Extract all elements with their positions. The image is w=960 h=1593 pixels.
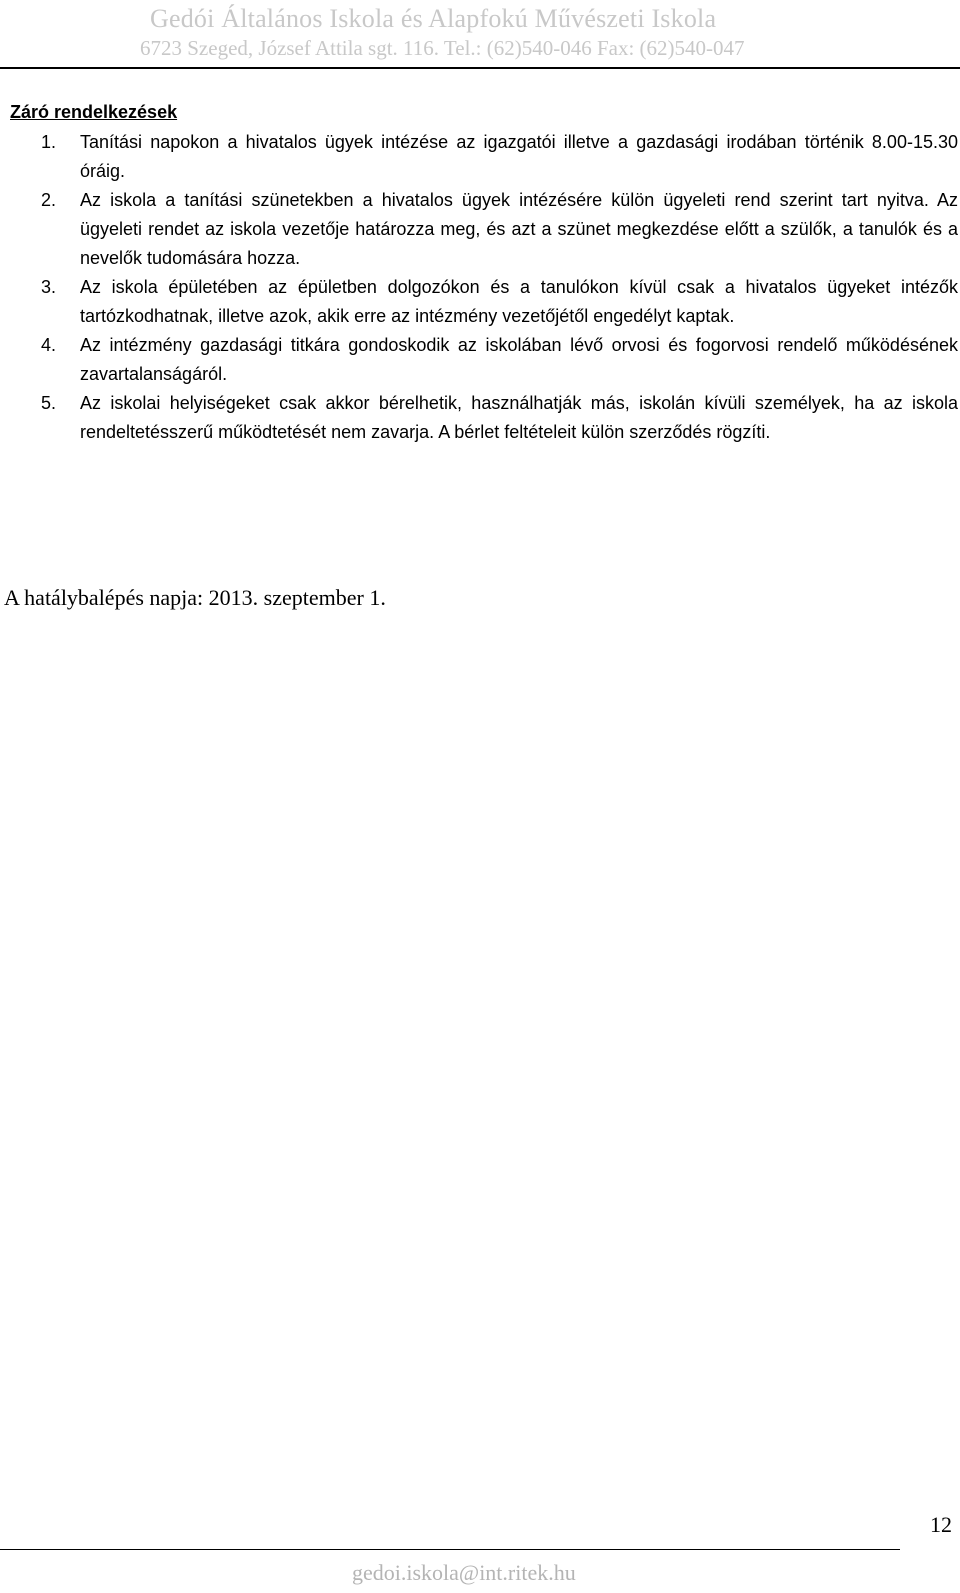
list-item xyxy=(10,331,958,389)
list-item-number: 5. xyxy=(41,393,57,413)
list-item-text: Az iskola a tanítási szünetekben a hivatalos ügyek intézésére külön ügyeleti rend szerint tart nyitva. Az ügyeleti rendet az iskola vezetője határozza meg, és azt a szünet megkezdése előtt a szülők, a tanulók és a nevelők tudomására hozza. xyxy=(80,190,958,268)
school-name: Gedói Általános Iskola és Alapfokú Művészeti Iskola xyxy=(150,4,717,33)
document-body xyxy=(10,96,958,447)
list-item-number: 3. xyxy=(41,277,57,297)
footer-divider xyxy=(0,1549,900,1550)
footer-email: gedoi.iskola@int.ritek.hu xyxy=(352,1560,576,1585)
list-item-number: 1. xyxy=(41,132,57,152)
list-item xyxy=(10,186,958,273)
list-item-text: Az iskolai helyiségeket csak akkor bérelhetik, használhatják más, iskolán kívüli személyek, ha az iskola rendeltetésszerű működtetését nem zavarja. A bérlet feltételeit külön szerződés rögzíti. xyxy=(80,393,958,442)
page-header xyxy=(0,0,960,70)
page-number: 12 xyxy=(930,1512,952,1537)
header-divider xyxy=(0,67,960,69)
list-item xyxy=(10,389,958,447)
effective-date: A hatálybalépés napja: 2013. szeptember 1. xyxy=(4,585,386,610)
school-address: 6723 Szeged, József Attila sgt. 116. Tel.: (62)540-046 Fax: (62)540-047 xyxy=(140,36,745,60)
list-item-number: 2. xyxy=(41,190,57,210)
list-item-text: Az iskola épületében az épületben dolgozókon és a tanulókon kívül csak a hivatalos ügyeket intézők tartózkodhatnak, illetve azok, akik erre az intézmény vezetőjétől engedélyt kaptak. xyxy=(80,277,958,326)
list-item-text: Az intézmény gazdasági titkára gondoskodik az iskolában lévő orvosi és fogorvosi rendelő működésének zavartalanságáról. xyxy=(80,335,958,384)
section-title: Záró rendelkezések xyxy=(10,102,178,122)
list-item-text: Tanítási napokon a hivatalos ügyek intézése az igazgatói illetve a gazdasági irodában történik 8.00-15.30 óráig. xyxy=(80,132,958,181)
list-item-number: 4. xyxy=(41,335,57,355)
list-item xyxy=(10,273,958,331)
list-item xyxy=(10,128,958,186)
